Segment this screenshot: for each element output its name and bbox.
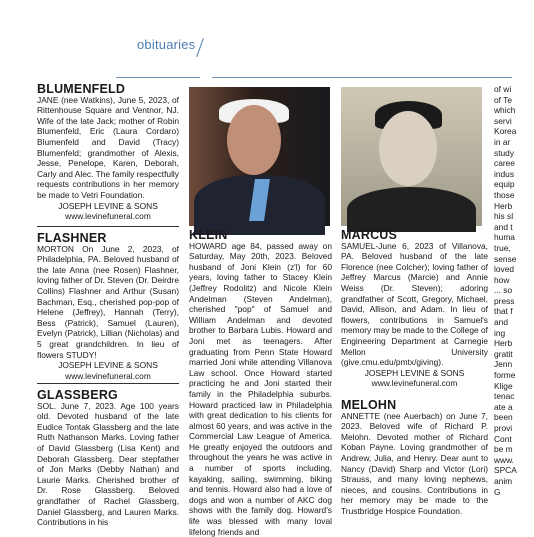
cropped-line: and t — [494, 221, 513, 232]
cropped-line: which — [494, 105, 516, 116]
cropped-line: Korea — [494, 126, 517, 137]
cropped-line: in ar — [494, 136, 511, 147]
cropped-line: tenac — [494, 391, 515, 402]
obituary-name: MELOHN — [341, 398, 397, 412]
cropped-line: anim — [494, 475, 513, 486]
header-rule-left — [116, 77, 200, 78]
funeral-home: JOSEPH LEVINE & SONS — [364, 367, 465, 378]
cropped-line: huma — [494, 232, 515, 243]
cropped-line: those — [494, 189, 515, 200]
funeral-home: JOSEPH LEVINE & SONS — [58, 200, 158, 211]
obituary-name: GLASSBERG — [37, 388, 118, 402]
face — [227, 105, 281, 175]
cropped-column — [494, 84, 534, 497]
cropped-line: of wi — [494, 84, 512, 94]
cropped-line: sense — [494, 253, 517, 264]
cropped-line: Cont — [494, 433, 512, 444]
cropped-line: forme — [494, 370, 516, 381]
section-divider — [37, 383, 179, 384]
cropped-line: ate a — [494, 401, 513, 412]
cropped-line: servi — [494, 115, 512, 126]
cropped-line: Jenn — [494, 359, 513, 370]
obituary-text: MORTON On June 2, 2023, of Philadelphia, PA. Beloved husband of the late Anna (nee Rosen) Flashner, loving father of Dr. Steven (Dr. Deirdre Collins) Flashner and Arthur (Susan) Bachman, Esq., cherished pop-pop of Helene (Jeffrey), Hannah (Terry), Bess (Patrick), Samuel (Lauren), Evelyn (Patrick), Lillian (Nicholas) and 5 great grandchildren. In lieu of flowers STUDY! — [37, 243, 179, 360]
website-link[interactable]: www.levinefuneral.com — [371, 378, 458, 389]
cropped-line: study — [494, 147, 515, 158]
cropped-line: SPCA — [494, 465, 517, 476]
face — [379, 111, 437, 186]
header-rule-right — [212, 77, 512, 78]
obituary-name: MARCUS — [341, 228, 398, 242]
cropped-line: that f — [494, 306, 513, 317]
cropped-line: provi — [494, 423, 513, 433]
cropped-line: Klige — [494, 380, 513, 391]
funeral-home: JOSEPH LEVINE & SONS — [58, 360, 158, 371]
obituary-text: ANNETTE (nee Auerbach) on June 7, 2023. Beloved wife of Richard P. Melohn. Devoted mother of Richard Koban Payne. Loving grandmother of Andrew, Julia, and Henry. Dear aunt to Nancy (David) Sharp and Victor (Lori) Strauss, and many loving nephews, nieces, and cousins. Contributions in her memory may be made to the Trustbridge Hospice Foundation. — [341, 410, 488, 516]
cropped-line: been — [494, 412, 513, 423]
cropped-line: true, — [494, 242, 511, 253]
obituary-klein — [189, 230, 332, 537]
obituary-text: HOWARD age 84, passed away on Saturday, May 20th, 2023. Beloved husband of Joni Klein (z'l) for 60 years, loving father to Stacey Klein (Jeffrey Rodolitz) and Nicole Klein Andelman (Steven Andelman), cherished "pop" of Samuel and William Andelman and devoted brother to Barbara Lubis. Howard and Joni met as teenagers. After graduating from Penn State Howard married Joni while attending Villanova Law school. Once Howard started practicing he and Joni started their family in the Philadelphia suburbs. Howard practiced law in Philadelphia with great dedication to his clients for almost 60 years, and was active in the Commercial Law League of America. He greatly enjoyed the outdoors and throughout the years he was active in a number of sports including, kayaking, sailing, swimming, biking and tennis. Howard also had a love of dogs and won a number of AKC dog shows with the family dog. Howard's life was blessed with many loval lifelong friends and — [189, 240, 332, 537]
obituary-melohn — [341, 400, 488, 517]
cropped-line: his sl — [494, 211, 514, 222]
cropped-line: Herb — [494, 338, 513, 349]
klein-photo — [189, 87, 330, 226]
cropped-line: and — [494, 317, 508, 328]
cropped-line: loved — [494, 264, 515, 275]
obituary-text: JANE (nee Watkins), June 5, 2023, of Rittenhouse Square and Ventnor, NJ. Wife of the late Jack; mother of Robin Blumenfeld, Eric (Laura Cordaro) Blumenfeld and David (Tracy) Blumenfeld; grandmother of Alexis, Jesse, Penelope, Karen, Deborah, Carly and Alec. The family respectfully requests contributions in her memory be made to Vetri Foundation. — [37, 94, 179, 200]
cropped-line: ... so — [494, 285, 513, 296]
obituary-name: BLUMENFELD — [37, 82, 126, 96]
cropped-line: be m — [494, 444, 513, 455]
cropped-line: how — [494, 274, 510, 285]
page-header — [0, 30, 512, 56]
obituary-marcus — [341, 230, 488, 389]
obituary-text: SOL. June 7, 2023. Age 100 years old. Devoted husband of the late Eudice Tontak Glassberg and the late Ruth Nathanson Marks. Loving father of David Glassberg (Lisa Kent) and Deborah Glassberg. Dear stepfather of Jon Marks (Debby Nathan) and Laurie Marks. Cherished brother of Dr. Rose Glassberg. Beloved grandfather of Rachel Glassberg, Daniel Glassberg, and Lauren Marks. Contributions in his — [37, 400, 179, 528]
cropped-line: of Te — [494, 94, 513, 105]
cropped-line: press — [494, 295, 515, 306]
marcus-photo — [341, 87, 482, 226]
obituary-flashner — [37, 233, 179, 381]
website-link[interactable]: www.levinefuneral.com — [65, 370, 151, 381]
cropped-line: G — [494, 486, 501, 497]
cropped-line: www. — [494, 454, 515, 465]
cropped-line: caree — [494, 158, 515, 169]
section-divider — [37, 226, 179, 227]
obituary-blumenfeld — [37, 84, 179, 222]
cropped-line: Herb — [494, 200, 513, 211]
cropped-line: equip — [494, 179, 515, 190]
website-link[interactable]: www.levinefuneral.com — [65, 211, 151, 222]
section-title: obituaries — [137, 37, 196, 52]
obituary-name: FLASHNER — [37, 231, 107, 245]
obituary-text: SAMUEL-June 6, 2023 of Villanova, PA. Beloved husband of the late Florence (nee Colcher); loving father of Jeffrey Marcus (Marcie) and Annie Weiss (Dr. Steven); adoring grandfather of Scott, Gregory, Michael, David, Allison, and Adam. In lieu of flowers, contributions in Samuel's memory may be made to the College of Engineering Department at Carnegie Mellon University (give.cmu.edu/pmtx/giving). — [341, 240, 488, 368]
obituary-glassberg — [37, 390, 179, 528]
suit — [347, 187, 476, 232]
obituary-name: KLEIN — [189, 228, 228, 242]
cropped-line: gratit — [494, 348, 513, 359]
cropped-line: indus — [494, 168, 515, 179]
cropped-line: ing — [494, 327, 506, 338]
